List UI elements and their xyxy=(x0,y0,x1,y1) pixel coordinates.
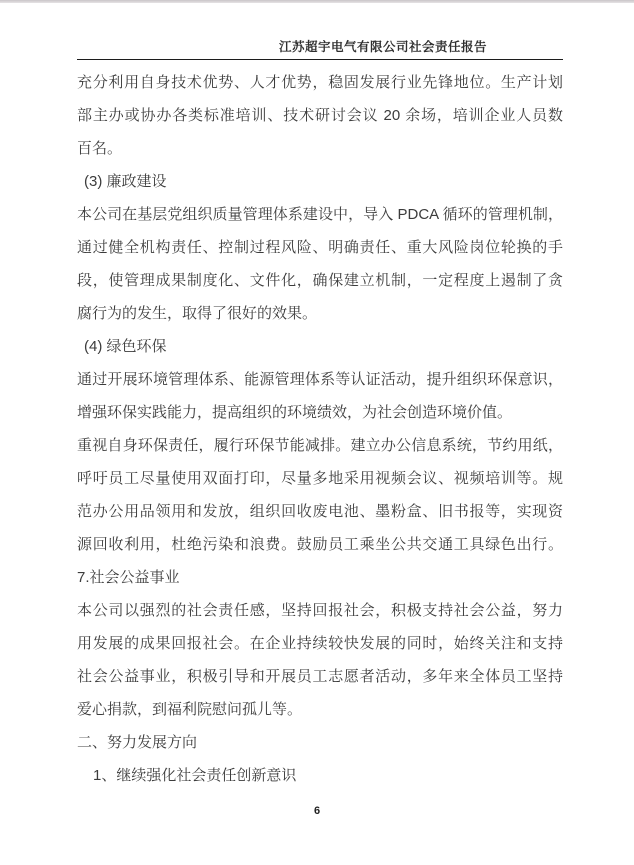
page-top-border xyxy=(0,0,634,3)
document-line: 7.社会公益事业 xyxy=(77,569,180,586)
document-line: (4) 绿色环保 xyxy=(84,338,167,355)
document-line: 百名。 xyxy=(77,140,123,157)
document-line: 本公司在基层党组织质量管理体系建设中，导入 PDCA 循环的管理机制， xyxy=(77,206,563,223)
page-footer xyxy=(0,801,634,819)
document-line: 爱心捐款，到福利院慰问孤儿等。 xyxy=(77,701,303,718)
document-line: 通过开展环境管理体系、能源管理体系等认证活动，提升组织环保意识， xyxy=(77,371,563,388)
page-header xyxy=(77,38,563,60)
document-line: 通过健全机构责任、控制过程风险、明确责任、重大风险岗位轮换的手 xyxy=(77,239,563,256)
document-line: 社会公益事业，积极引导和开展员工志愿者活动，多年来全体员工坚持 xyxy=(77,668,563,685)
document-line: 呼吁员工尽量使用双面打印，尽量多地采用视频会议、视频培训等。规 xyxy=(77,470,563,487)
document-line: 1、继续强化社会责任创新意识 xyxy=(93,767,297,784)
page-number: 6 xyxy=(313,805,321,817)
document-line: 本公司以强烈的社会责任感，坚持回报社会，积极支持社会公益，努力 xyxy=(77,602,563,619)
document-line: 部主办或协办各类标准培训、技术研讨会议 20 余场，培训企业人员数 xyxy=(77,107,563,124)
document-line: 二、努力发展方向 xyxy=(77,734,198,751)
document-line: 用发展的成果回报社会。在企业持续较快发展的同时，始终关注和支持 xyxy=(77,635,563,652)
document-line: 充分利用自身技术优势、人才优势，稳固发展行业先锋地位。生产计划 xyxy=(77,74,563,91)
document-line: 范办公用品领用和发放，组织回收废电池、墨粉盒、旧书报等，实现资 xyxy=(77,503,563,520)
document-line: (3) 廉政建设 xyxy=(84,173,167,190)
document-line: 重视自身环保责任，履行环保节能减排。建立办公信息系统，节约用纸， xyxy=(77,437,563,454)
header-title: 江苏超宇电气有限公司社会责任报告 xyxy=(278,40,487,54)
document-line: 段，使管理成果制度化、文件化，确保建立机制，一定程度上遏制了贪 xyxy=(77,272,563,289)
document-body xyxy=(77,66,563,792)
document-line: 源回收利用，杜绝污染和浪费。鼓励员工乘坐公共交通工具绿色出行。 xyxy=(77,536,563,553)
document-line: 增强环保实践能力，提高组织的环境绩效，为社会创造环境价值。 xyxy=(77,404,513,421)
document-line: 腐行为的发生，取得了很好的效果。 xyxy=(77,305,318,322)
